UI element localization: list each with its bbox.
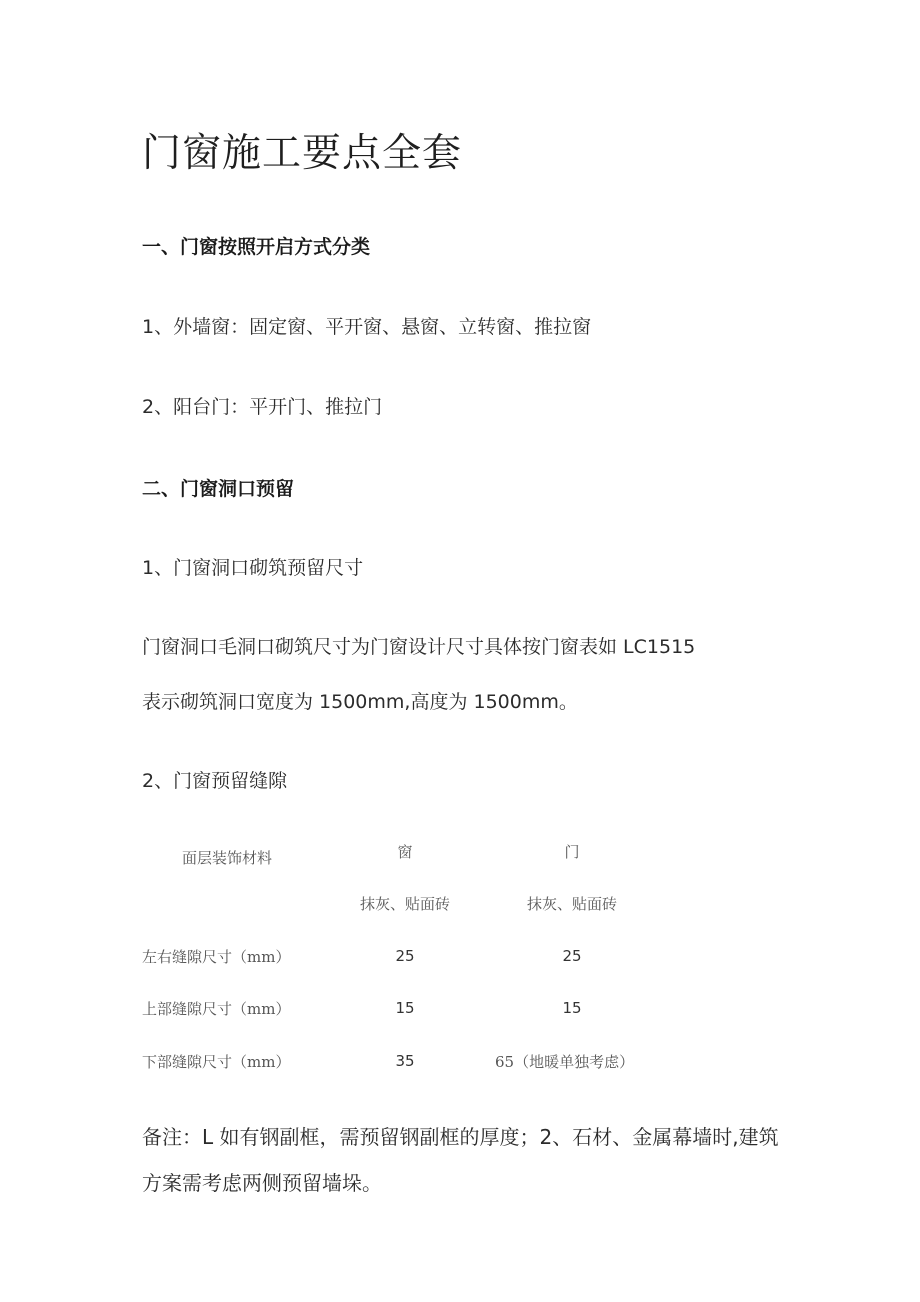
table-cell-door: 25 bbox=[562, 947, 582, 965]
section-heading-opening-types: 一、门窗按照开启方式分类 bbox=[142, 236, 371, 258]
paragraph-line-1: 门窗洞口毛洞口砌筑尺寸为门窗设计尺寸具体按门窗表如 LC1515 bbox=[142, 636, 696, 658]
table-subheader-door: 抹灰、贴面砖 bbox=[526, 895, 618, 913]
table-header-material: 面层装饰材料 bbox=[182, 849, 273, 867]
table-cell-window: 25 bbox=[395, 947, 415, 965]
note-line-2: 方案需考虑两侧预留墙垛。 bbox=[142, 1171, 382, 1195]
section-heading-opening-reservation: 二、门窗洞口预留 bbox=[142, 478, 295, 500]
table-row-label: 左右缝隙尺寸（mm） bbox=[142, 948, 291, 966]
table-row-label: 下部缝隙尺寸（mm） bbox=[142, 1053, 291, 1071]
paragraph-line-2: 表示砌筑洞口宽度为 1500mm,高度为 1500mm。 bbox=[142, 691, 578, 713]
list-item-balcony-doors: 2、阳台门：平开门、推拉门 bbox=[142, 396, 383, 418]
note-line-1: 备注：L 如有钢副框，需预留钢副框的厚度；2、石材、金属幕墙时,建筑 bbox=[142, 1125, 779, 1149]
document-title: 门窗施工要点全套 bbox=[142, 131, 463, 176]
list-item-exterior-windows: 1、外墙窗：固定窗、平开窗、悬窗、立转窗、推拉窗 bbox=[142, 316, 592, 338]
table-row-label: 上部缝隙尺寸（mm） bbox=[142, 1000, 291, 1018]
table-header-window: 窗 bbox=[397, 843, 413, 861]
table-header-door: 门 bbox=[564, 843, 580, 861]
table-cell-door: 15 bbox=[562, 999, 582, 1017]
table-cell-window: 15 bbox=[395, 999, 415, 1017]
subheading-masonry-size: 1、门窗洞口砌筑预留尺寸 bbox=[142, 557, 364, 579]
table-subheader-window: 抹灰、贴面砖 bbox=[359, 895, 451, 913]
table-cell-window: 35 bbox=[395, 1052, 415, 1070]
subheading-reserved-gaps: 2、门窗预留缝隙 bbox=[142, 770, 288, 792]
table-cell-door: 65（地暖单独考虑） bbox=[495, 1053, 635, 1071]
